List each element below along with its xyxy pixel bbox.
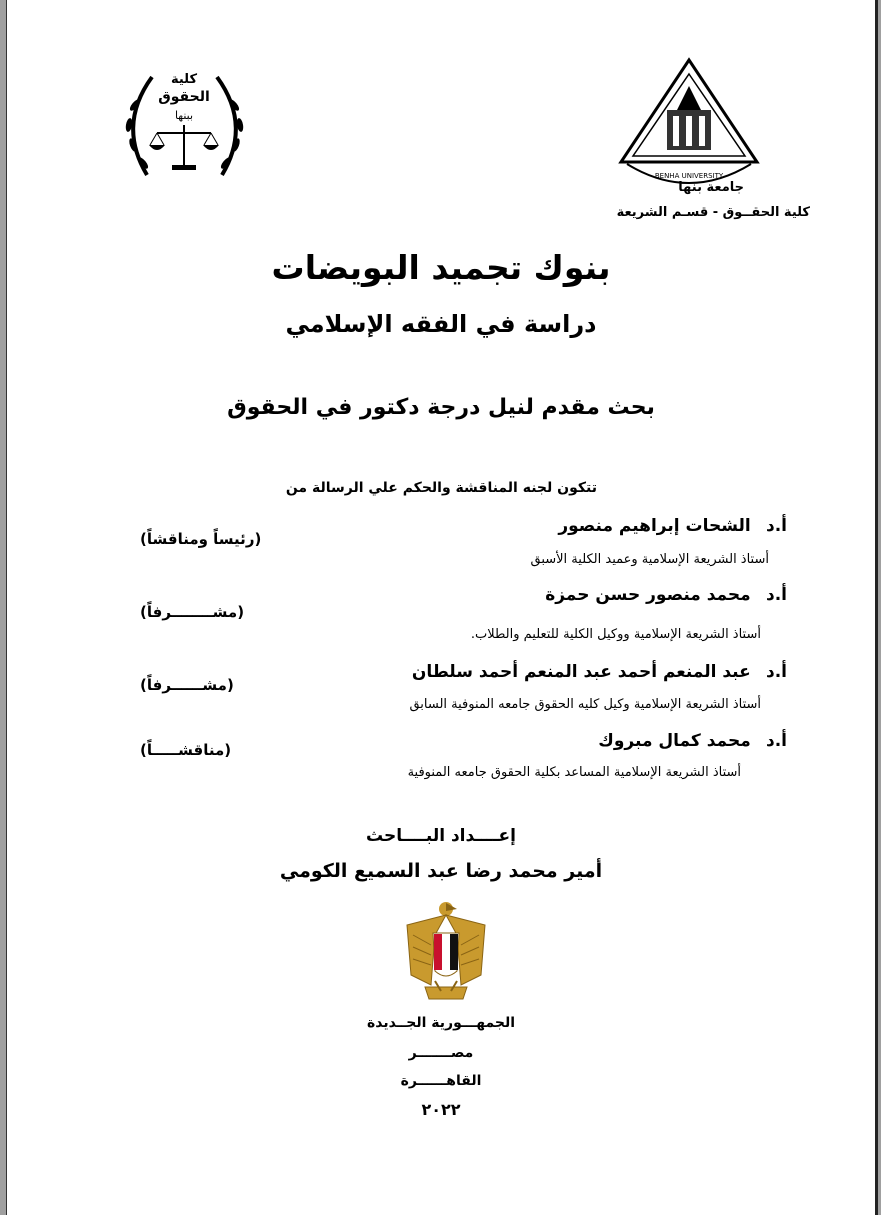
svg-text:كلية: كلية: [170, 72, 198, 87]
degree-statement: بحث مقدم لنيل درجة دكتور في الحقوق: [227, 395, 655, 420]
svg-text:ببنها: ببنها: [174, 109, 194, 122]
member-title: أستاذ الشريعة الإسلامية المساعد بكلية الحقوق جامعه المنوفية: [407, 765, 741, 780]
member-4-name-line: [598, 731, 787, 751]
member-title: أستاذ الشريعة الإسلامية وعميد الكلية الأسبق: [530, 552, 769, 567]
committee-heading: تتكون لجنه المناقشة والحكم علي الرسالة من: [285, 480, 597, 496]
member-prefix: أ.د: [765, 731, 787, 751]
member-2-name-line: [545, 585, 787, 605]
member-role: (مناقشـــــاً): [140, 741, 232, 759]
member-title: أستاذ الشريعة الإسلامية ووكيل الكلية للتعليم والطلاب.: [470, 627, 761, 642]
prepared-by-label: إعــــداد البــــاحث: [366, 826, 516, 846]
member-name: محمد منصور حسن حمزة: [545, 585, 751, 605]
faculty-of-law-logo: [117, 65, 252, 185]
member-title: أستاذ الشريعة الإسلامية وكيل كليه الحقوق جامعه المنوفية السابق: [409, 697, 761, 712]
member-name: محمد كمال مبروك: [598, 731, 751, 751]
member-role: (مشــــــرفاً): [140, 676, 234, 694]
document-page: [6, 0, 878, 1215]
member-role: (مشــــــــرفاً): [140, 603, 245, 621]
member-1-name-line: [558, 516, 787, 536]
member-3-name-line: [412, 662, 787, 682]
member-name: عبد المنعم أحمد عبد المنعم أحمد سلطان: [411, 662, 751, 682]
member-prefix: أ.د: [765, 516, 787, 536]
country-line-2: مصـــــــر: [408, 1045, 474, 1061]
university-name: جامعة بنها: [678, 180, 744, 195]
member-prefix: أ.د: [765, 585, 787, 605]
thesis-subtitle: دراسة في الفقه الإسلامي: [285, 310, 597, 338]
egypt-eagle-emblem: [405, 895, 487, 1010]
faculty-name: كلية الحقــوق - قسـم الشريعة: [616, 205, 810, 220]
member-role: (رئيساً ومناقشاً): [140, 530, 262, 548]
year: ٢٠٢٢: [421, 1100, 461, 1119]
researcher-name: أمير محمد رضا عبد السميع الكومي: [279, 860, 603, 882]
country-line-3: القاهــــــرة: [400, 1073, 482, 1089]
thesis-title: بنوك تجميد البويضات: [271, 248, 611, 287]
member-prefix: أ.د: [765, 662, 787, 682]
svg-text:BENHA UNIVERSITY: BENHA UNIVERSITY: [654, 172, 724, 180]
svg-text:الحقوق: الحقوق: [158, 89, 210, 105]
member-name: الشحات إبراهيم منصور: [558, 516, 751, 536]
country-line-1: الجمهـــورية الجــديدة: [367, 1015, 515, 1031]
